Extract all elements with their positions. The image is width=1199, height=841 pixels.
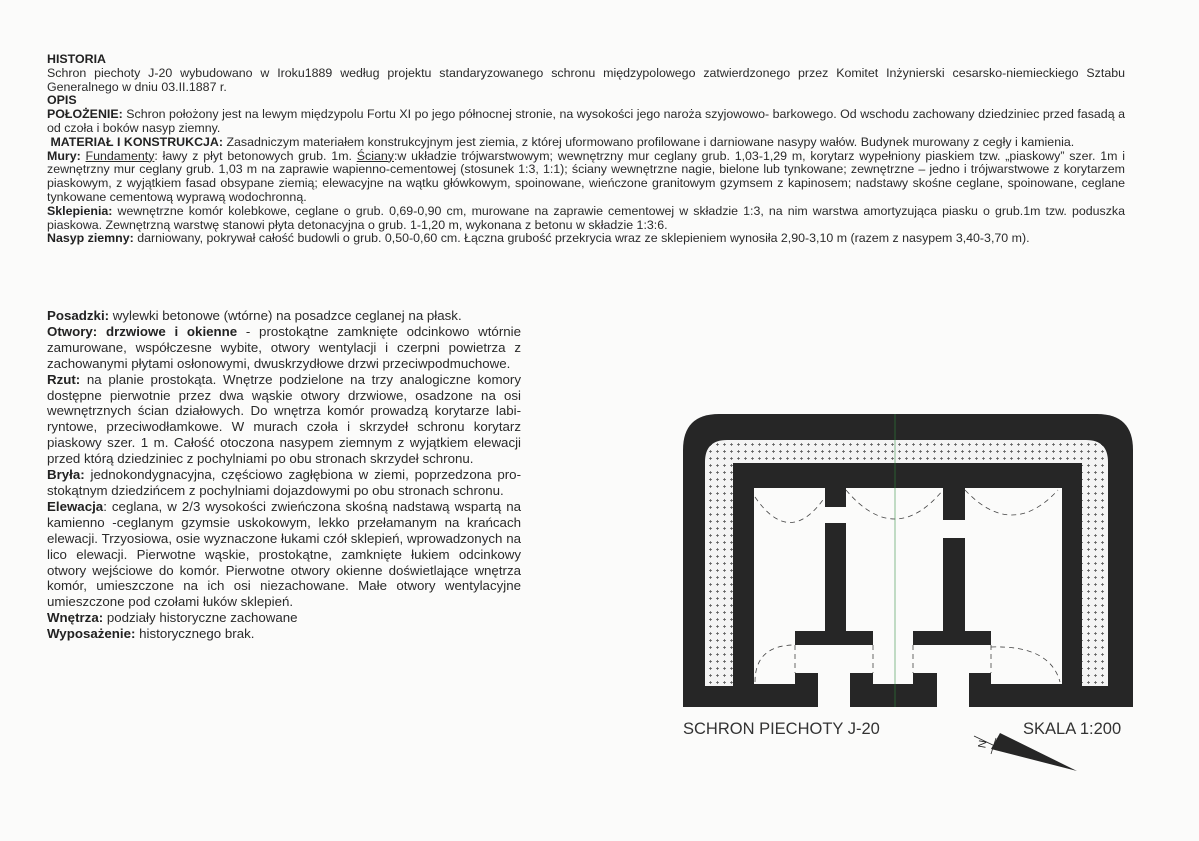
opis-heading: OPIS <box>47 93 77 108</box>
wyposazenie-paragraph: Wyposażenie: historycznego brak. <box>47 626 255 642</box>
elewacja-paragraph: Elewacja: ceglana, w 2/3 wysokości zwieńczona skośną nadstawą wspartą na kamienno -ceglanym gzymsie uskokowym, lekko przełamanym na krańcach elewacji. Trzyosiowa, osie wyznaczone łukami czół sklepień, wprowadzonych na lico elewacji. Pierwotne wąskie, prostokątne, zamknięte łukiem odcinkowy otwory wejściowe do komór. Pierwotne otwory okienne doświetlające wnętrza komór, umieszczone na ich osi niezachowane. Małe otwory wentylacyjne umieszczone pod czołami łuków sklepień. <box>47 498 521 610</box>
entrance-gap-right <box>937 683 969 708</box>
middle-passage <box>873 673 913 684</box>
rzut-paragraph: Rzut: na planie prostokąta. Wnętrze podzielone na trzy analogiczne komory dostępne pierwotnie przez dwa wąskie otwory drzwiowe, osadzone na osi wewnętrznych ścian działowych. Do wnętrza komór prowadzą korytarze labiryntowe, przeciwodłamkowe. W murach czoła i skrzydeł schronu korytarz piaskowy szer. 1 m. Całość otoczona nasypem ziemnym z wyjątkiem elewacji przed którą dziedziniec z pochylniami po obu stronach skrzydeł schronu. <box>47 371 521 467</box>
otwory-paragraph: Otwory: drzwiowe i okienne - prostokątne zamknięte odcinkowo wtórnie zamurowane, współczesne wybite, otwory wentylacji i czerpni powietrza z zachowanymi płytami osłonowymi, dwuskrzydłowe drzwi przeciwpodmuchowe. <box>47 323 521 371</box>
polozenie-paragraph: POŁOŻENIE: Schron położony jest na lewym międzypolu Fortu XI po jego północnej stronie, na wysokości jego naroża szyjowowo- barkowego. Od wschodu zachowany dziedziniec przed fasadą a od czoła i boków nasyp ziemny. <box>47 107 1125 135</box>
posadzki-paragraph: Posadzki: wylewki betonowe (wtórne) na posadzce ceglanej na płask. <box>47 308 462 323</box>
wnetrza-paragraph: Wnętrza: podziały historyczne zachowane <box>47 610 298 626</box>
plan-title: SCHRON PIECHOTY J-20 <box>683 720 880 738</box>
material-paragraph: MATERIAŁ I KONSTRUKCJA: Zasadniczym materiałem konstrukcyjnym jest ziemia, z której uformowano profilowane i darniowane nasypy wałów. Budynek murowany z cegły i kamienia. <box>50 134 1075 149</box>
historia-text: Schron piechoty J-20 wybudowano w Iroku1889 według projektu standaryzowanego schronu międzypolowego zatwierdzonego przez Komitet Inżynierski cesarsko-niemieckiego Sztabu Generalnego w dniu 03.II.1887 r. <box>47 65 1125 94</box>
entrance-gap-left <box>818 683 850 708</box>
sklepienia-paragraph: Sklepienia: wewnętrzne komór kolebkowe, ceglane o grub. 0,69-0,90 cm, murowane na zaprawie cementowej w składzie 1:3, na nim warstwa amortyzująca piasku o grub.1m tzw. poduszka piaskowa. Zewnętrzną warstwę stanowi płyta detonacyjna o grub. 1-1,20 m, wykonana z betonu w składzie 1:3:6. <box>47 203 1125 232</box>
plan-scale: SKALA 1:200 <box>1023 720 1122 738</box>
bryla-paragraph: Bryła: jednokondygnacyjna, częściowo zagłębiona w ziemi, poprzedzona prostokątnym dziedzińcem z pochylniami dojazdowymi po obu stronach schronu. <box>47 467 521 498</box>
historia-heading: HISTORIA <box>47 52 106 66</box>
north-label: N <box>976 739 990 750</box>
mury-paragraph: Mury: Fundamenty: ławy z płyt betonowych grub. 1m. Ściany:w układzie trójwarstwowym; wewnętrzny mur ceglany grub. 1,03-1,29 m, korytarz wypełniony piaskiem tzw. „piaskowy” szer. 1m i zewnętrzny mur ceglany grub. 1,03 m na zaprawie wapienno-cementowej (stosunek 1:3, 1:1); ściany wewnętrzne nagie, bielone lub tynkowane; zewnętrzne – jedno i trójwarstwowe z korytarzem piaskowym, z wyjątkiem fasad obsypane ziemią; elewacyjne na wątku główkowym, spoinowane, wieńczone granitowym gzymsem z kapinosem; nadstawy skośne ceglane, spoinowane, ceglane tynkowane cementową wyprawą wodochronną. <box>47 148 1125 204</box>
rooms-interior <box>754 488 1062 684</box>
nasyp-paragraph: Nasyp ziemny: darniowany, pokrywał całość budowli o grub. 0,50-0,60 cm. Łączna grubość przekrycia wraz ze sklepieniem wynosiła 2,90-3,10 m (razem z nasypem 3,40-3,70 m). <box>47 231 1030 246</box>
